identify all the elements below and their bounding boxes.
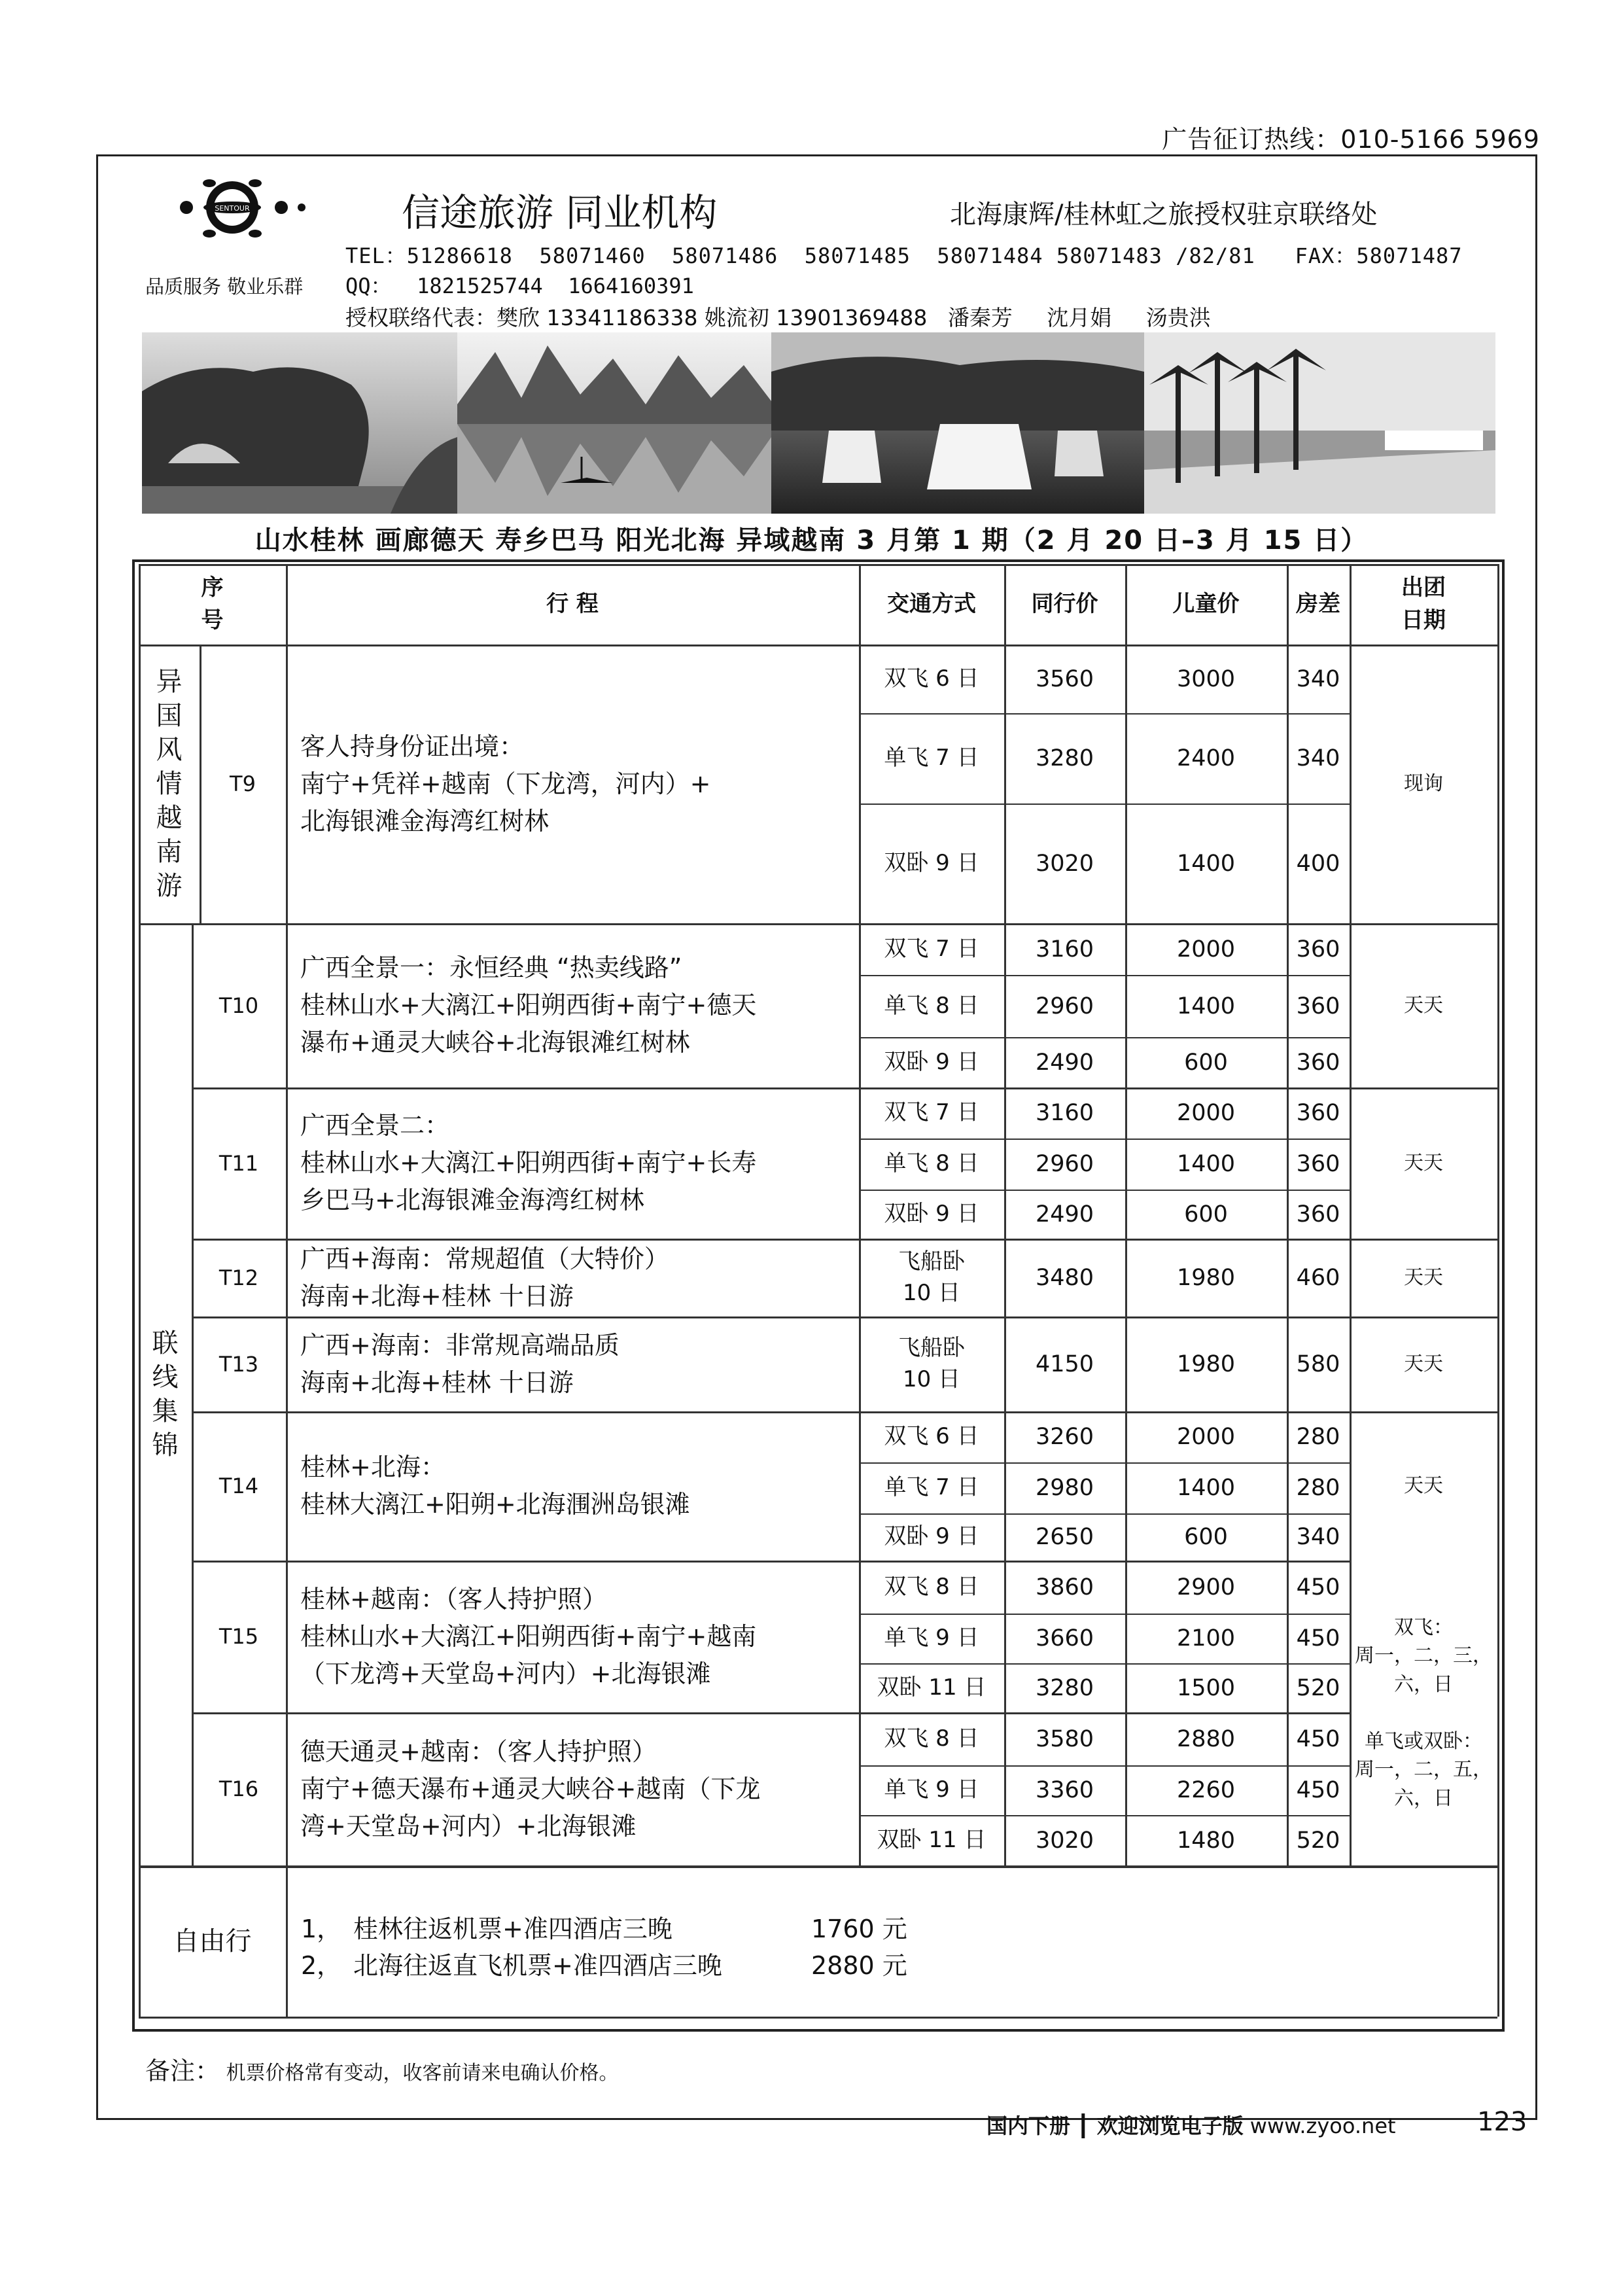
- representatives: 授权联络代表：樊欣 13341186338 姚流初 13901369488 潘秦芳 沈月娟 汤贵洪: [345, 305, 1211, 330]
- transport-cell: 双飞 7 日: [884, 935, 979, 962]
- group-rule: [192, 1316, 1497, 1318]
- tour-code: T15: [218, 1624, 259, 1649]
- child-price-cell: 2260: [1176, 1777, 1236, 1803]
- child-price-cell: 3000: [1176, 665, 1236, 692]
- child-price-cell: 1400: [1176, 850, 1236, 877]
- group-rule: [192, 1411, 1497, 1413]
- tour-code: T12: [218, 1265, 259, 1290]
- table-rule: [1287, 1712, 1289, 1865]
- room-diff-cell: 340: [1296, 1524, 1340, 1550]
- child-price-cell: 600: [1184, 1049, 1228, 1076]
- room-diff-cell: 520: [1296, 1674, 1340, 1701]
- child-price-cell: 2880: [1176, 1725, 1236, 1752]
- table-rule: [1004, 1087, 1006, 1239]
- remark-text: 机票价格常有变动，收客前请来电确认价格。: [226, 2062, 619, 2085]
- child-price-cell: 2400: [1176, 745, 1236, 771]
- tour-route: 广西+海南：常规超值（大特价） 海南+北海+桂林 十日游: [300, 1244, 669, 1311]
- header-column-rule: [1350, 564, 1352, 645]
- header-room-diff: 房差: [1296, 590, 1340, 617]
- child-price-cell: 1480: [1176, 1827, 1236, 1854]
- transport-cell: 双飞 7 日: [884, 1099, 979, 1126]
- peer-price-cell: 3660: [1035, 1625, 1094, 1651]
- header-seq: 序 号: [201, 574, 224, 633]
- table-right-rule: [1497, 564, 1499, 2017]
- room-diff-cell: 360: [1296, 936, 1340, 963]
- row-rule: [859, 975, 1350, 976]
- header-departure: 出团 日期: [1401, 574, 1446, 633]
- free-travel-label: 自由行: [173, 1926, 252, 1956]
- child-price-cell: 2000: [1176, 936, 1236, 963]
- group-rule: [139, 923, 1497, 925]
- scenery-photo-strip: [142, 332, 1495, 514]
- tour-route: 广西+海南：非常规高端品质 海南+北海+桂林 十日游: [300, 1330, 620, 1397]
- transport-cell: 飞船卧 10 日: [898, 1334, 965, 1392]
- peer-price-cell: 3260: [1035, 1424, 1094, 1450]
- transport-cell: 单飞 8 日: [884, 1150, 979, 1177]
- transport-cell: 双飞 8 日: [884, 1573, 979, 1600]
- departure-cell: 天天: [1404, 1352, 1443, 1375]
- free-item-price: 1760 元: [811, 1915, 907, 1943]
- turtle-logo-icon: [147, 171, 317, 260]
- category-label: 联 线 集 锦: [152, 1328, 179, 1460]
- photo-elephant-trunk-hill: [142, 332, 457, 514]
- group-rule: [192, 1087, 1497, 1089]
- transport-cell: 飞船卧 10 日: [898, 1248, 965, 1306]
- table-rule: [1125, 1561, 1127, 1712]
- table-rule: [1125, 645, 1127, 923]
- peer-price-cell: 2980: [1035, 1475, 1094, 1501]
- room-diff-cell: 360: [1296, 1151, 1340, 1177]
- free-travel-rule: [139, 1865, 1497, 1868]
- child-price-cell: 2000: [1176, 1100, 1236, 1126]
- tour-route: 桂林+越南：（客人持护照） 桂林山水+大漓江+阳朔西街+南宁+越南 （下龙湾+天堂岛+河内）+北海银滩: [300, 1584, 757, 1688]
- peer-price-cell: 3560: [1035, 665, 1094, 692]
- transport-cell: 双飞 6 日: [884, 1423, 979, 1450]
- transport-cell: 单飞 8 日: [884, 992, 979, 1019]
- table-rule: [1125, 1712, 1127, 1865]
- row-rule: [859, 1663, 1350, 1665]
- room-diff-cell: 340: [1296, 745, 1340, 771]
- child-price-cell: 2900: [1176, 1574, 1236, 1600]
- transport-cell: 双卧 9 日: [884, 849, 979, 876]
- peer-price-cell: 2960: [1035, 1151, 1094, 1177]
- row-rule: [859, 1037, 1350, 1038]
- child-price-cell: 600: [1184, 1201, 1228, 1227]
- tour-route: 德天通灵+越南：（客人持护照） 南宁+德天瀑布+通灵大峡谷+越南（下龙 湾+天堂岛+河内）+北海银滩: [300, 1737, 761, 1841]
- tour-code: T16: [218, 1776, 259, 1801]
- room-diff-cell: 340: [1296, 665, 1340, 692]
- table-rule: [1125, 1316, 1127, 1411]
- footer-url[interactable]: www.zyoo.net: [1249, 2113, 1396, 2138]
- tour-code: T11: [218, 1150, 259, 1176]
- peer-price-cell: 3860: [1035, 1574, 1094, 1600]
- table-rule: [1004, 1561, 1006, 1712]
- shared-departure-cell: 双飞： 周一，二，三， 六，日 单飞或双卧： 周一，二，五， 六，日: [1355, 1616, 1492, 1810]
- footer-section: 国内下册: [986, 2113, 1071, 2138]
- transport-cell: 单飞 9 日: [884, 1625, 979, 1651]
- tour-route: 客人持身份证出境： 南宁+凭祥+越南（下龙湾，河内）+ 北海银滩金海湾红树林: [300, 732, 711, 836]
- peer-price-cell: 3160: [1035, 1100, 1094, 1126]
- free-travel-column-rule: [286, 1865, 288, 2017]
- child-price-cell: 1400: [1176, 993, 1236, 1019]
- remark: [145, 2051, 619, 2087]
- transport-cell: 单飞 7 日: [884, 745, 979, 771]
- tour-code: T13: [218, 1351, 259, 1377]
- transport-cell: 双卧 11 日: [877, 1674, 986, 1701]
- transport-cell: 双卧 9 日: [884, 1048, 979, 1075]
- table-rule: [1125, 923, 1127, 1087]
- row-rule: [859, 713, 1350, 715]
- issue-title: 山水桂林 画廊德天 寿乡巴马 阳光北海 异域越南 3 月第 1 期（2 月 20 日–3 月 15 日）: [254, 525, 1369, 556]
- header-route: 行 程: [546, 590, 599, 617]
- table-rule: [1287, 1239, 1289, 1316]
- table-rule: [1004, 1239, 1006, 1316]
- table-bottom-rule: [139, 2017, 1497, 2019]
- table-rule: [1125, 1411, 1127, 1561]
- room-diff-cell: 360: [1296, 1049, 1340, 1076]
- svg-text:SENTOUR: SENTOUR: [215, 204, 250, 213]
- free-item-price: 2880 元: [811, 1951, 907, 1980]
- tour-route: 桂林+北海： 桂林大漓江+阳朔+北海涠洲岛银滩: [300, 1453, 690, 1519]
- departure-cell: 天天: [1404, 1474, 1443, 1498]
- group-rule: [192, 1561, 1350, 1563]
- room-diff-cell: 580: [1296, 1351, 1340, 1377]
- peer-price-cell: 3360: [1035, 1777, 1094, 1803]
- row-rule: [859, 1139, 1350, 1140]
- free-item-text: 北海往返直飞机票+准四酒店三晚: [353, 1951, 722, 1980]
- child-price-cell: 1980: [1176, 1264, 1236, 1291]
- photo-beihai-beach: [1144, 332, 1495, 514]
- table-rule: [1287, 1087, 1289, 1239]
- room-diff-cell: 360: [1296, 1201, 1340, 1227]
- agency-name: 信途旅游 同业机构: [402, 190, 718, 235]
- room-diff-cell: 360: [1296, 993, 1340, 1019]
- peer-price-cell: 2490: [1035, 1201, 1094, 1227]
- room-diff-cell: 450: [1296, 1574, 1340, 1600]
- transport-cell: 单飞 9 日: [884, 1776, 979, 1803]
- slogan: 品质服务 敬业乐群: [145, 275, 304, 298]
- tour-code: T14: [218, 1474, 259, 1498]
- ad-hotline: 广告征订热线：010-5166 5969: [1162, 125, 1540, 154]
- departure-cell: 天天: [1404, 1151, 1443, 1174]
- free-item-number: 2，: [301, 1951, 342, 1980]
- room-diff-cell: 400: [1296, 850, 1340, 877]
- child-price-cell: 2000: [1176, 1424, 1236, 1450]
- header-column-rule: [1004, 564, 1006, 645]
- header-column-rule: [1125, 564, 1127, 645]
- header-child-price: 儿童价: [1172, 590, 1240, 617]
- free-item-number: 1，: [301, 1915, 342, 1943]
- photo-li-river: [457, 332, 771, 514]
- transport-cell: 双卧 9 日: [884, 1200, 979, 1227]
- tour-code: T9: [230, 771, 256, 796]
- transport-cell: 双卧 9 日: [884, 1523, 979, 1550]
- peer-price-cell: 3280: [1035, 745, 1094, 771]
- room-diff-cell: 280: [1296, 1475, 1340, 1501]
- page-number: 123: [1477, 2107, 1527, 2137]
- tour-route: 广西全景一：永恒经典 “热卖线路” 桂林山水+大漓江+阳朔西街+南宁+德天 瀑布+通灵大峡谷+北海银滩红树林: [300, 953, 757, 1057]
- qq-numbers: QQ： 1821525744 1664160391: [345, 274, 694, 298]
- transport-cell: 双飞 8 日: [884, 1725, 979, 1752]
- peer-price-cell: 3480: [1035, 1264, 1094, 1291]
- free-item-text: 桂林往返机票+准四酒店三晚: [353, 1915, 672, 1943]
- table-rule: [1004, 1316, 1006, 1411]
- table-rule: [1287, 1316, 1289, 1411]
- header-peer-price: 同行价: [1031, 590, 1098, 617]
- child-price-cell: 600: [1184, 1524, 1228, 1550]
- room-diff-cell: 360: [1296, 1100, 1340, 1126]
- row-rule: [859, 1765, 1350, 1767]
- departure-cell: 现询: [1404, 772, 1443, 796]
- table-rule: [1287, 1411, 1289, 1561]
- remark-label: 备注：: [145, 2057, 220, 2085]
- child-price-cell: 1400: [1176, 1151, 1236, 1177]
- header-transport: 交通方式: [887, 590, 976, 617]
- phone-numbers: TEL：51286618 58071460 58071486 58071485 58071484 58071483 /82/81 FAX：58071487: [345, 243, 1463, 268]
- footer-welcome: 欢迎浏览电子版: [1096, 2113, 1244, 2138]
- peer-price-cell: 3020: [1035, 1827, 1094, 1854]
- peer-price-cell: 4150: [1035, 1351, 1094, 1377]
- category-label: 异 国 风 情 越 南 游: [156, 667, 183, 901]
- peer-price-cell: 3580: [1035, 1725, 1094, 1752]
- footer: 国内下册 ┃ 欢迎浏览电子版 www.zyoo.net: [986, 2113, 1396, 2138]
- room-diff-cell: 460: [1296, 1264, 1340, 1291]
- group-rule: [192, 1239, 1497, 1241]
- peer-price-cell: 3280: [1035, 1674, 1094, 1701]
- peer-price-cell: 2490: [1035, 1049, 1094, 1076]
- table-rule: [1287, 923, 1289, 1087]
- table-rule: [1125, 1087, 1127, 1239]
- transport-cell: 双卧 11 日: [877, 1826, 986, 1853]
- departure-cell: 天天: [1404, 1265, 1443, 1289]
- photo-detian-waterfall: [771, 332, 1144, 514]
- row-rule: [859, 804, 1350, 805]
- peer-price-cell: 2650: [1035, 1524, 1094, 1550]
- group-rule: [192, 1712, 1350, 1714]
- header-column-rule: [1287, 564, 1289, 645]
- departure-cell: 天天: [1404, 993, 1443, 1017]
- table-rule: [1287, 645, 1289, 923]
- table-rule: [1004, 923, 1006, 1087]
- tour-code: T10: [218, 993, 259, 1018]
- row-rule: [859, 1815, 1350, 1816]
- room-diff-cell: 450: [1296, 1725, 1340, 1752]
- logo: [147, 171, 317, 260]
- tour-route: 广西全景二： 桂林山水+大漓江+阳朔西街+南宁+长寿 乡巴马+北海银滩金海湾红树林: [300, 1111, 757, 1214]
- table-rule: [1004, 645, 1006, 923]
- transport-cell: 双飞 6 日: [884, 665, 979, 692]
- table-rule: [1004, 1712, 1006, 1865]
- office-name: 北海康辉/桂林虹之旅授权驻京联络处: [950, 200, 1378, 230]
- child-price-cell: 1500: [1176, 1674, 1236, 1701]
- row-rule: [859, 1614, 1350, 1615]
- header-column-rule: [859, 564, 861, 645]
- child-price-cell: 1400: [1176, 1475, 1236, 1501]
- row-rule: [859, 1513, 1350, 1515]
- peer-price-cell: 3160: [1035, 936, 1094, 963]
- room-diff-cell: 450: [1296, 1777, 1340, 1803]
- row-rule: [859, 1190, 1350, 1191]
- room-diff-cell: 520: [1296, 1827, 1340, 1854]
- table-rule: [1004, 1411, 1006, 1561]
- header-column-rule: [286, 564, 288, 645]
- room-diff-cell: 450: [1296, 1625, 1340, 1651]
- transport-cell: 单飞 7 日: [884, 1474, 979, 1501]
- peer-price-cell: 2960: [1035, 993, 1094, 1019]
- peer-price-cell: 3020: [1035, 850, 1094, 877]
- child-price-cell: 1980: [1176, 1351, 1236, 1377]
- row-rule: [859, 1462, 1350, 1464]
- room-diff-cell: 280: [1296, 1424, 1340, 1450]
- child-price-cell: 2100: [1176, 1625, 1236, 1651]
- table-rule: [1287, 1561, 1289, 1712]
- table-rule: [1125, 1239, 1127, 1316]
